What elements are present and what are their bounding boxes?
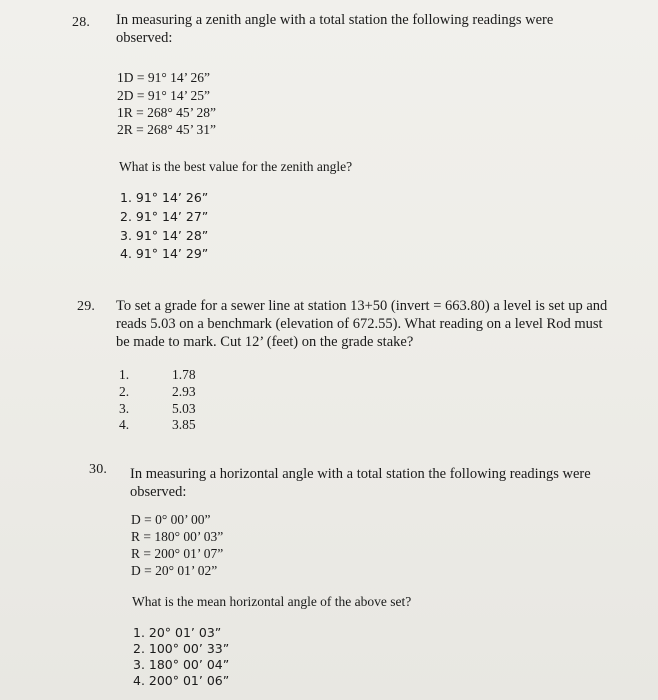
- reading-d-first: D = 0° 00’ 00”: [131, 512, 211, 527]
- question-29-option-2-number: 2.: [119, 384, 130, 399]
- reading-1r: 1R = 268° 45’ 28”: [117, 105, 217, 120]
- reading-r-second: R = 200° 01’ 07”: [131, 546, 224, 561]
- question-29-option-1-number: 1.: [119, 367, 130, 382]
- question-29-option-2-value: 2.93: [172, 384, 196, 399]
- question-28-number: 28.: [72, 15, 91, 30]
- question-30-option-2: 2. 100° 00’ 33”: [133, 641, 230, 656]
- reading-r-first: R = 180° 00’ 03”: [131, 529, 224, 544]
- question-30-text: In measuring a horizontal angle with a total station the following readings were observed:: [130, 466, 595, 500]
- question-29-text: To set a grade for a sewer line at station 13+50 (invert = 663.80) a level is set up and reads 5.03 on a benchmark (elevation of 672.55). What reading on a level Rod must be made to mark. Cut 12’ (feet) on the grade stake?: [116, 298, 611, 350]
- question-28-option-2: 2. 91° 14’ 27”: [120, 209, 209, 224]
- question-29-option-4-number: 4.: [119, 417, 130, 432]
- question-28-text: In measuring a zenith angle with a total station the following readings were observed:: [116, 12, 557, 46]
- question-30-prompt: What is the mean horizontal angle of the above set?: [132, 594, 412, 609]
- question-29-number: 29.: [77, 299, 96, 314]
- question-29-option-1-value: 1.78: [172, 367, 196, 382]
- question-30-option-4: 4. 200° 01’ 06”: [133, 673, 230, 688]
- question-29-option-3-value: 5.03: [172, 401, 196, 416]
- question-30-number: 30.: [89, 462, 108, 477]
- reading-2r: 2R = 268° 45’ 31”: [117, 122, 217, 137]
- question-29-option-4-value: 3.85: [172, 417, 196, 432]
- question-28-option-1: 1. 91° 14’ 26”: [120, 190, 209, 205]
- question-30-option-3: 3. 180° 00’ 04”: [133, 657, 230, 672]
- reading-2d: 2D = 91° 14’ 25”: [117, 88, 210, 103]
- question-28-option-3: 3. 91° 14’ 28”: [120, 228, 209, 243]
- reading-1d: 1D = 91° 14’ 26”: [117, 70, 210, 85]
- question-28-prompt: What is the best value for the zenith angle?: [119, 159, 353, 174]
- reading-d-second: D = 20° 01’ 02”: [131, 563, 218, 578]
- question-28-option-4: 4. 91° 14’ 29”: [120, 246, 209, 261]
- question-30-option-1: 1. 20° 01’ 03”: [133, 625, 222, 640]
- question-29-option-3-number: 3.: [119, 401, 130, 416]
